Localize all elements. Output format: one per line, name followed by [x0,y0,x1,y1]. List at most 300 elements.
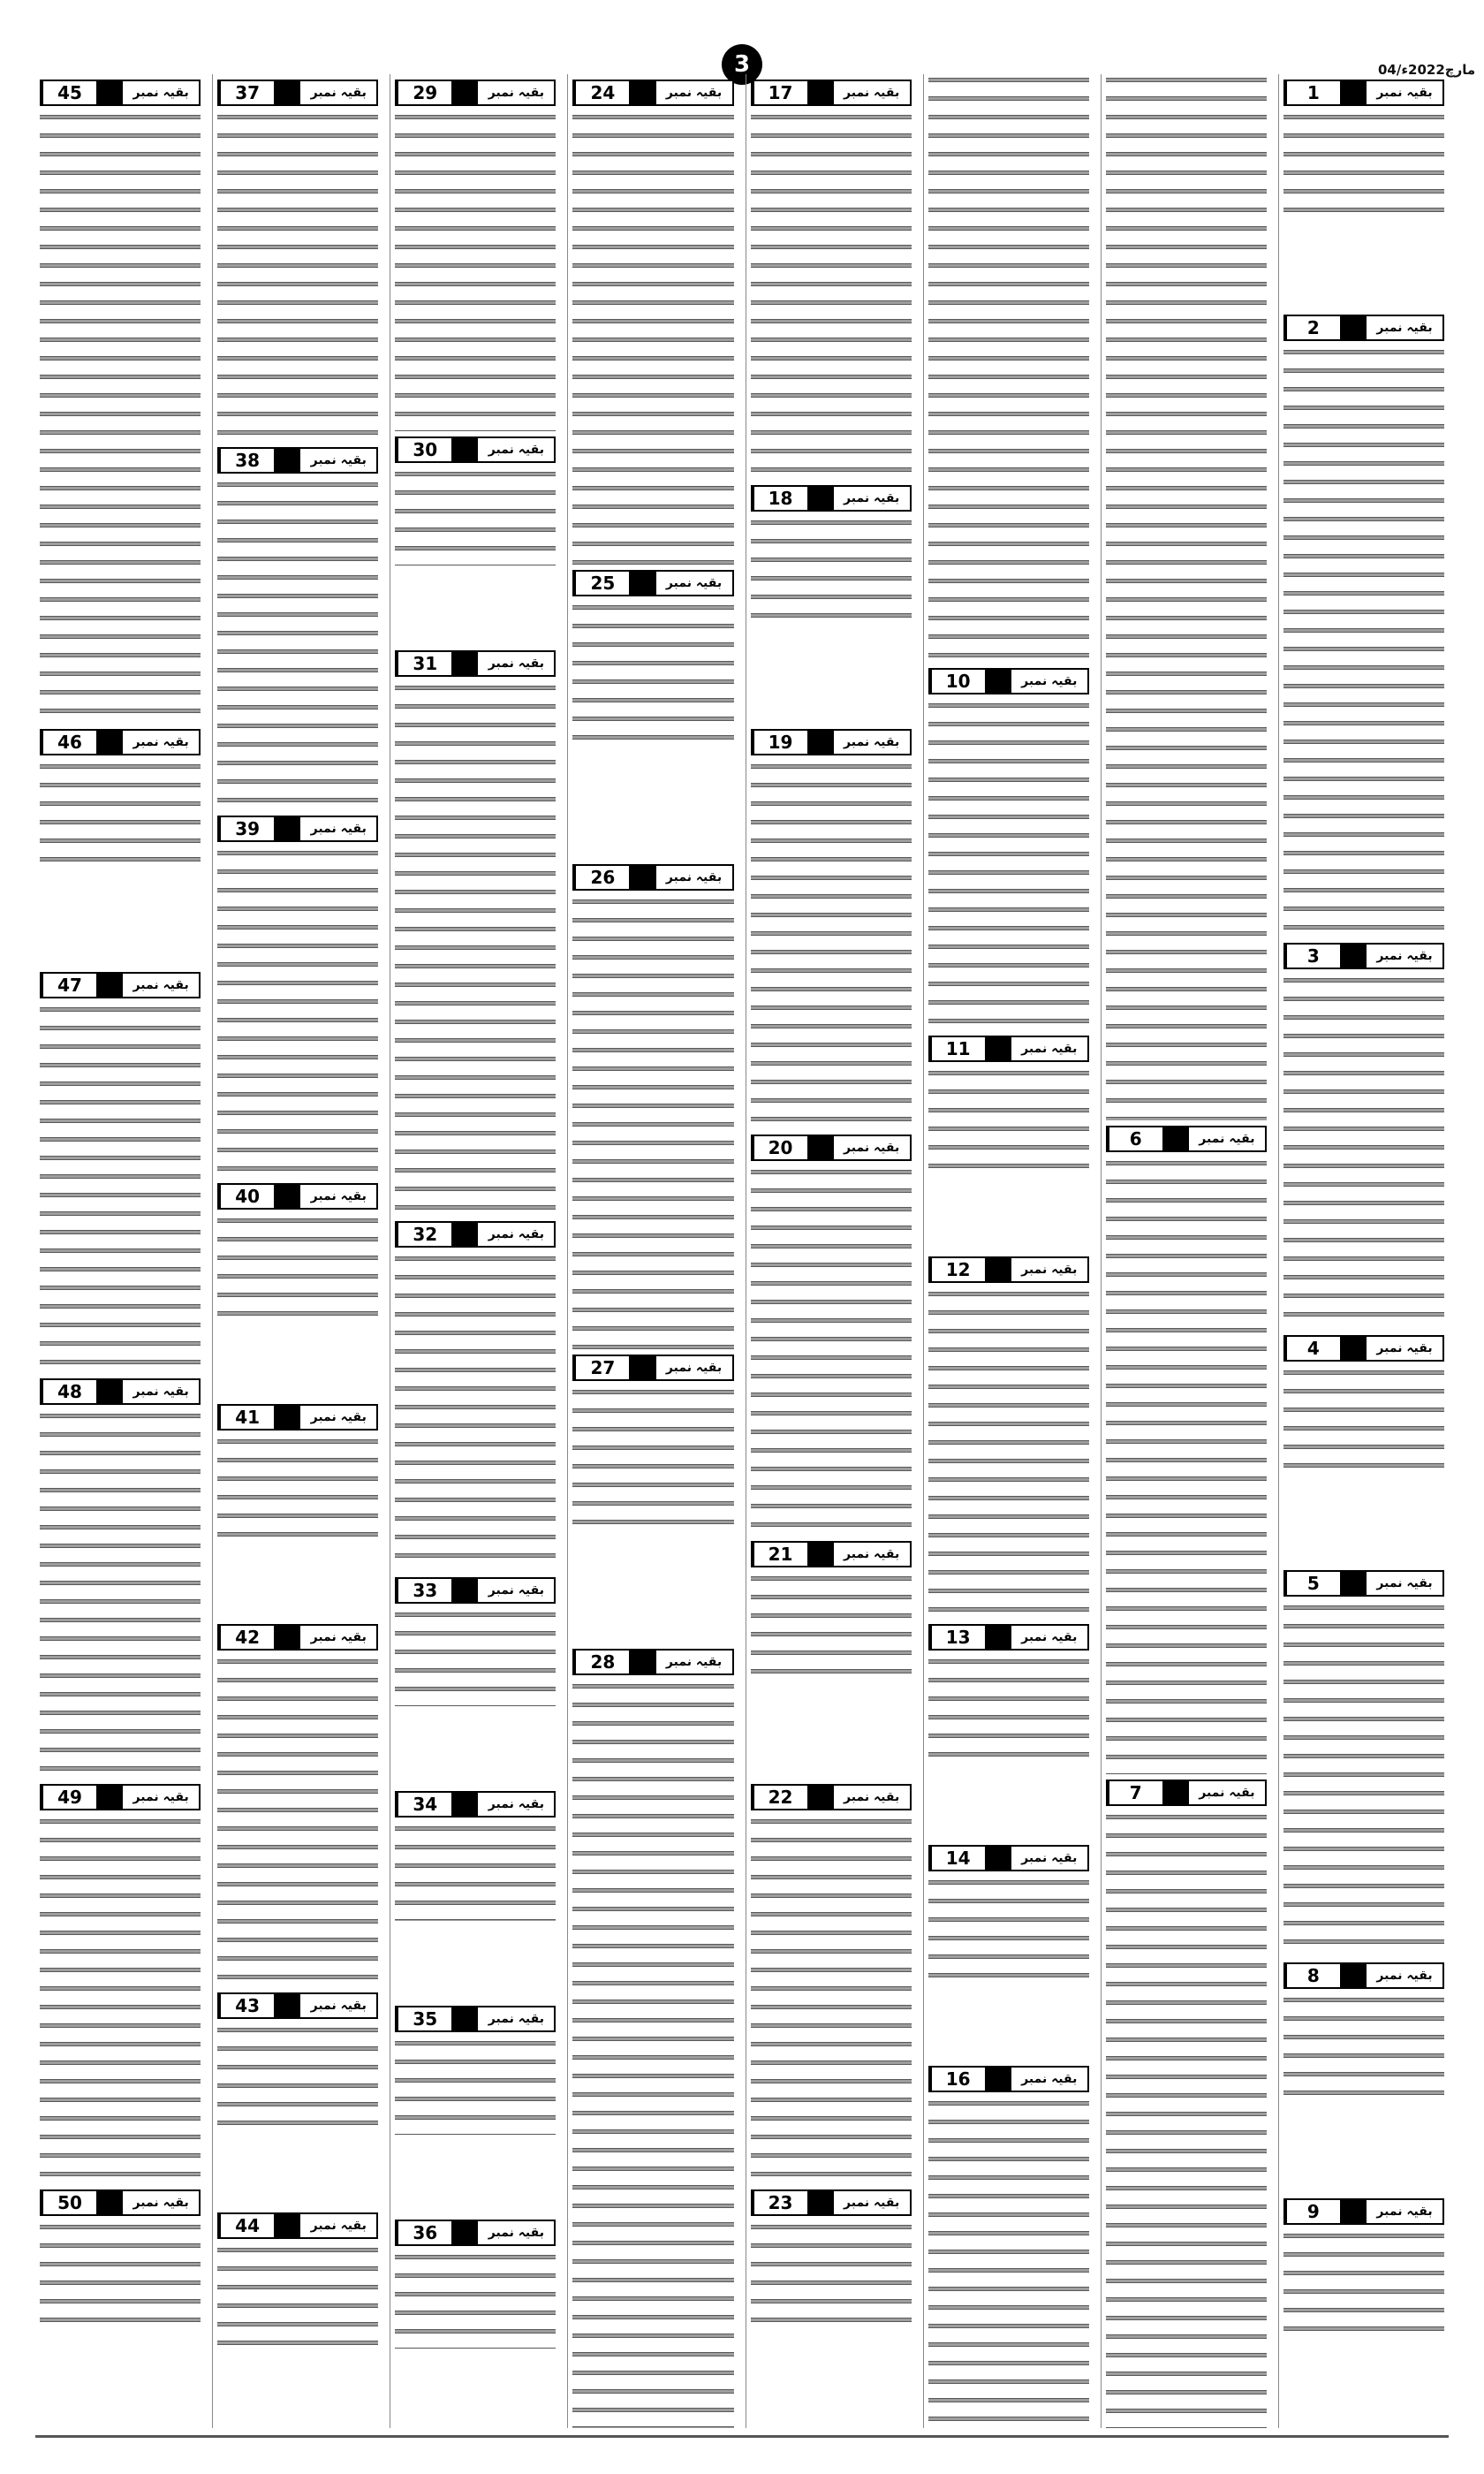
continuation-label-word: بقیہ نمبر [121,81,199,104]
continuation-number: 28 [574,1651,629,1673]
label-bar [807,487,832,510]
label-bar [1340,316,1365,339]
column [35,74,205,2428]
article-body-text [40,1004,201,1372]
column [212,74,382,2428]
continuation-number: 27 [574,1356,629,1379]
continuation-label-word: بقیہ نمبر [476,2221,554,2244]
continuation-label-word: بقیہ نمبر [476,2007,554,2030]
label-bar [985,2068,1010,2091]
continuation-number: 37 [219,81,274,104]
article-body-text [928,74,1089,663]
continuation-label [217,447,378,474]
continuation-label [1283,943,1444,969]
continuation-label [217,2212,378,2239]
continuation-label [1283,1570,1444,1597]
label-bar [1340,1572,1365,1595]
continuation-item [40,1373,201,1779]
label-bar [629,1356,654,1379]
continuation-item [395,431,556,645]
continuation-item [928,1030,1089,1251]
continuation-item [395,2000,556,2214]
continuation-label [40,2189,201,2216]
footer-rule [35,2435,1449,2438]
article-body-text [40,111,201,724]
label-bar [807,1786,832,1809]
continuation-number: 45 [42,81,96,104]
continuation-label [751,729,912,755]
continuation-label-word: بقیہ نمبر [832,1543,910,1566]
continuation-label [572,1355,733,1381]
label-bar [629,572,654,595]
continuation-label [40,1784,201,1810]
article-body-text [40,2221,201,2334]
continuation-number: 16 [930,2068,985,2091]
continuation-number: 19 [753,731,807,754]
article-body-text [928,1877,1089,1977]
article-body-text [1106,1811,1267,2428]
label-bar [451,81,476,104]
continuation-item [40,2184,201,2428]
continuation-item [1283,937,1444,1330]
article-body-text [1283,346,1444,937]
article-body-text [1283,2230,1444,2339]
column [746,74,916,2428]
continuation-label-word: بقیہ نمبر [1365,1572,1442,1595]
article-body-text [1283,111,1444,220]
article-body-text [751,1573,912,1686]
continuation-label-word: بقیہ نمبر [832,731,910,754]
article-body-text [1283,1994,1444,2103]
continuation-number: 50 [42,2191,96,2214]
column [923,74,1094,2428]
label-bar [451,1223,476,1246]
article-body-text [751,1166,912,1535]
continuation-item [395,2214,556,2428]
article-body-text [928,1656,1089,1757]
article-body-text [395,111,556,431]
article-body-text [395,1823,556,1920]
continuation-number: 42 [219,1626,274,1649]
column [390,74,560,2428]
article-body-text [395,468,556,565]
article-body-text [217,2244,378,2345]
article-body-text [395,2038,556,2135]
continuation-label-word: بقیہ نمبر [1187,1781,1265,1804]
continuation-item [928,1251,1089,1619]
continuation-label-word: بقیہ نمبر [299,817,376,840]
label-bar [451,1579,476,1602]
article-body-text [395,1253,556,1573]
continuation-number: 13 [930,1626,985,1649]
continuation-label-word: بقیہ نمبر [299,1185,376,1208]
article-body-text [928,700,1089,1030]
continuation-item [395,645,556,1216]
continuation-label-word: بقیہ نمبر [1365,316,1442,339]
continuation-number: 43 [219,1994,274,2017]
continuation-label-word: بقیہ نمبر [121,1786,199,1809]
continuation-number: 3 [1285,945,1340,968]
article-body-text [40,1816,201,2184]
label-bar [1340,1964,1365,1987]
continuation-label-word: بقیہ نمبر [121,1380,199,1403]
label-bar [1162,1127,1187,1150]
continuation-label [217,816,378,842]
continuation-label [395,436,556,463]
continuation-item [572,1349,733,1643]
label-bar [629,1651,654,1673]
label-bar [274,449,299,472]
continuation-item [751,2184,912,2428]
article-body-text [217,2024,378,2125]
continuation-label [1283,1962,1444,1989]
continuation-label [217,80,378,106]
continuation-label-word: بقیہ نمبر [299,1626,376,1649]
continuation-label-word: بقیہ نمبر [121,2191,199,2214]
article-body-text [751,2221,912,2334]
label-bar [96,81,121,104]
continuation-label [751,1135,912,1161]
article-body-text [1106,1157,1267,1774]
continuation-item [572,1643,733,2428]
continuation-item [40,74,201,724]
continuation-label [928,1036,1089,1062]
article-body-text [217,847,378,1178]
continuation-number: 46 [42,731,96,754]
label-bar [274,81,299,104]
label-bar [96,2191,121,2214]
continuation-item [928,1619,1089,1840]
continuation-label-word: بقیہ نمبر [1010,1037,1087,1060]
article-body-text [395,2251,556,2349]
continuation-number: 39 [219,817,274,840]
article-body-text [217,1436,378,1537]
continuation-label [395,1221,556,1248]
continuation-label [751,80,912,106]
column [567,74,738,2428]
continuation-number: 47 [42,974,96,997]
label-bar [1162,1781,1187,1804]
continuation-item [1106,1774,1267,2428]
continuation-number: 1 [1285,81,1340,104]
continuation-label [751,2189,912,2216]
continuation-number: 44 [219,2214,274,2237]
continuation-number: 31 [397,652,451,675]
continuation-label-word: بقیہ نمبر [832,81,910,104]
continuation-label-word: بقیہ نمبر [476,1793,554,1816]
continuation-label-word: بقیہ نمبر [832,2191,910,2214]
continuation-item [395,1216,556,1573]
continuation-label [395,1791,556,1818]
label-bar [96,1380,121,1403]
continuation-item [928,74,1089,663]
continuation-number: 18 [753,487,807,510]
label-bar [274,817,299,840]
continuation-label-word: بقیہ نمبر [299,449,376,472]
continuation-label-word: بقیہ نمبر [476,438,554,461]
continuation-label [1283,315,1444,341]
continuation-item [217,74,378,442]
label-bar [985,1258,1010,1281]
newspaper-columns [35,74,1449,2428]
continuation-item [572,859,733,1349]
continuation-label-word: بقیہ نمبر [1365,81,1442,104]
column [1278,74,1449,2428]
label-bar [807,731,832,754]
article-body-text [928,2098,1089,2428]
continuation-number: 33 [397,1579,451,1602]
continuation-label [1283,1335,1444,1362]
continuation-item [217,1178,378,1399]
article-body-text [1283,975,1444,1330]
continuation-label [751,485,912,512]
article-body-text [928,1288,1089,1619]
continuation-item [751,480,912,724]
label-bar [451,2221,476,2244]
continuation-number: 36 [397,2221,451,2244]
continuation-number: 7 [1108,1781,1162,1804]
continuation-label-word: بقیہ نمبر [1365,2200,1442,2223]
continuation-label [1106,1126,1267,1152]
issue-date: 04/مارچ2022ء [1378,62,1476,78]
continuation-item [217,1987,378,2208]
column [1101,74,1271,2428]
label-bar [96,1786,121,1809]
continuation-number: 29 [397,81,451,104]
article-body-text [40,1410,201,1779]
article-body-text [1283,1602,1444,1957]
article-body-text [395,1609,556,1706]
label-bar [985,670,1010,693]
article-body-text [751,517,912,630]
continuation-label-word: بقیہ نمبر [299,2214,376,2237]
continuation-item [1283,74,1444,309]
continuation-label-word: بقیہ نمبر [832,487,910,510]
label-bar [807,81,832,104]
continuation-number: 10 [930,670,985,693]
label-bar [451,2007,476,2030]
continuation-number: 35 [397,2007,451,2030]
article-body-text [217,479,378,809]
continuation-label [751,1784,912,1810]
continuation-number: 22 [753,1786,807,1809]
continuation-label [751,1541,912,1567]
continuation-number: 24 [574,81,629,104]
continuation-item [40,724,201,968]
continuation-item [40,967,201,1372]
continuation-item [217,810,378,1178]
article-body-text [1283,1367,1444,1476]
continuation-item [751,1779,912,2184]
continuation-label-word: بقیہ نمبر [832,1786,910,1809]
label-bar [807,2191,832,2214]
article-body-text [572,1681,733,2428]
continuation-label-word: بقیہ نمبر [832,1136,910,1159]
continuation-label-word: بقیہ نمبر [121,974,199,997]
continuation-label [217,1404,378,1431]
continuation-label-word: بقیہ نمبر [655,1356,732,1379]
label-bar [807,1136,832,1159]
continuation-label-word: بقیہ نمبر [1010,2068,1087,2091]
continuation-label [928,1624,1089,1651]
continuation-number: 20 [753,1136,807,1159]
continuation-item [395,1786,556,2000]
article-body-text [1106,74,1267,1120]
continuation-item [1283,1565,1444,1957]
continuation-label [1283,2198,1444,2225]
label-bar [629,866,654,889]
continuation-item [1283,1330,1444,1565]
continuation-item [1106,74,1267,1120]
continuation-label-word: بقیہ نمبر [655,81,732,104]
continuation-label-word: بقیہ نمبر [655,1651,732,1673]
continuation-number: 23 [753,2191,807,2214]
continuation-label [395,80,556,106]
continuation-label-word: بقیہ نمبر [121,731,199,754]
continuation-label [40,80,201,106]
continuation-label [395,2220,556,2246]
continuation-label-word: بقیہ نمبر [476,1579,554,1602]
continuation-label [217,1624,378,1651]
continuation-item [751,1129,912,1535]
continuation-label [1283,80,1444,106]
continuation-number: 11 [930,1037,985,1060]
label-bar [1340,1337,1365,1360]
continuation-number: 32 [397,1223,451,1246]
continuation-item [928,663,1089,1030]
continuation-item [751,724,912,1129]
continuation-item [395,74,556,431]
article-body-text [217,1656,378,1986]
continuation-number: 25 [574,572,629,595]
continuation-label [395,2006,556,2032]
label-bar [96,974,121,997]
label-bar [1340,2200,1365,2223]
article-body-text [751,111,912,480]
continuation-item [217,1619,378,1986]
continuation-number: 17 [753,81,807,104]
continuation-number: 48 [42,1380,96,1403]
continuation-number: 14 [930,1847,985,1870]
continuation-number: 2 [1285,316,1340,339]
continuation-item [40,1779,201,2184]
continuation-number: 40 [219,1185,274,1208]
continuation-label [40,972,201,998]
continuation-label-word: بقیہ نمبر [476,1223,554,1246]
label-bar [451,1793,476,1816]
continuation-item [751,74,912,480]
continuation-label [572,570,733,596]
continuation-label [928,1845,1089,1871]
continuation-label-word: بقیہ نمبر [1010,670,1087,693]
continuation-item [1283,309,1444,937]
continuation-item [217,2207,378,2428]
label-bar [807,1543,832,1566]
continuation-label [572,864,733,891]
continuation-number: 21 [753,1543,807,1566]
continuation-label [395,650,556,677]
label-bar [985,1847,1010,1870]
continuation-label-word: بقیہ نمبر [655,866,732,889]
continuation-item [217,442,378,809]
page-header [0,0,1484,78]
continuation-number: 38 [219,449,274,472]
continuation-item [217,1399,378,1620]
label-bar [985,1037,1010,1060]
continuation-item [395,1572,556,1786]
article-body-text [751,1816,912,2184]
continuation-label-word: بقیہ نمبر [1010,1626,1087,1649]
continuation-item [572,74,733,565]
continuation-number: 5 [1285,1572,1340,1595]
continuation-label-word: بقیہ نمبر [299,1406,376,1429]
continuation-label-word: بقیہ نمبر [655,572,732,595]
page-number-badge: 3 [722,44,762,85]
continuation-number: 12 [930,1258,985,1281]
continuation-number: 30 [397,438,451,461]
article-body-text [572,111,733,565]
continuation-label-word: بقیہ نمبر [1187,1127,1265,1150]
label-bar [451,438,476,461]
continuation-label [1106,1780,1267,1806]
continuation-number: 9 [1285,2200,1340,2223]
article-body-text [751,761,912,1129]
continuation-label [40,729,201,755]
label-bar [1340,945,1365,968]
continuation-label [572,1649,733,1675]
continuation-item [1283,2193,1444,2428]
label-bar [451,652,476,675]
continuation-item [1106,1120,1267,1774]
continuation-number: 6 [1108,1127,1162,1150]
continuation-number: 26 [574,866,629,889]
label-bar [274,1626,299,1649]
continuation-label [928,1256,1089,1283]
continuation-label [40,1378,201,1405]
continuation-number: 8 [1285,1964,1340,1987]
label-bar [274,2214,299,2237]
article-body-text [572,896,733,1349]
continuation-label-word: بقیہ نمبر [299,81,376,104]
continuation-label [217,1992,378,2019]
continuation-label-word: بقیہ نمبر [1365,1337,1442,1360]
continuation-label-word: بقیہ نمبر [1365,945,1442,968]
label-bar [1340,81,1365,104]
continuation-label-word: بقیہ نمبر [1365,1964,1442,1987]
continuation-label-word: بقیہ نمبر [476,81,554,104]
continuation-label [572,80,733,106]
article-body-text [572,1386,733,1528]
article-body-text [40,761,201,874]
continuation-number: 49 [42,1786,96,1809]
label-bar [629,81,654,104]
article-body-text [217,1215,378,1316]
continuation-label [928,2066,1089,2092]
article-body-text [217,111,378,442]
continuation-item [572,565,733,859]
label-bar [274,1406,299,1429]
label-bar [274,1994,299,2017]
continuation-item [928,1840,1089,2060]
label-bar [985,1626,1010,1649]
continuation-item [751,1536,912,1780]
article-body-text [928,1067,1089,1168]
continuation-label [217,1183,378,1210]
continuation-number: 34 [397,1793,451,1816]
continuation-label [395,1577,556,1604]
continuation-label-word: بقیہ نمبر [476,652,554,675]
continuation-number: 41 [219,1406,274,1429]
